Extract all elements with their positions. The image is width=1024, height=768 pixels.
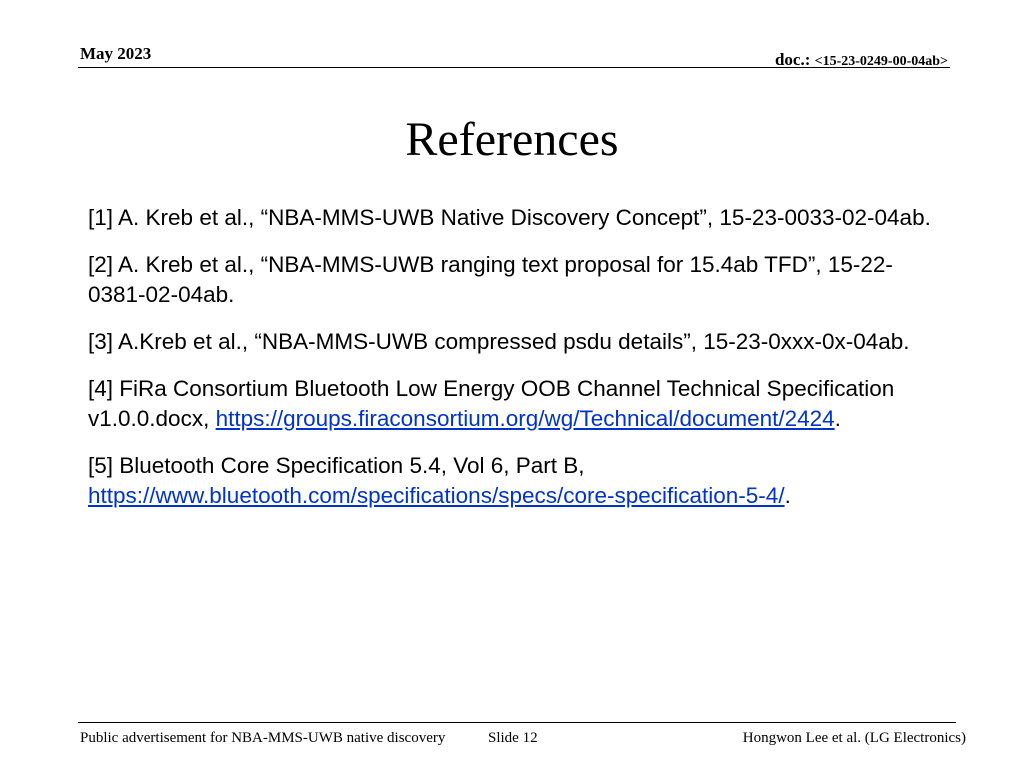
slide-title: References [405, 113, 619, 166]
reference-link-suffix: . [784, 483, 791, 508]
reference-item-2 [88, 250, 938, 310]
reference-text: [4] FiRa Consortium Bluetooth Low Energy OOB Channel Technical Specification v1.0.0.docx, [88, 376, 895, 431]
slide-number: Slide 12 [488, 730, 538, 746]
reference-item-4 [88, 374, 938, 434]
reference-list [88, 203, 938, 528]
header-divider [78, 67, 950, 68]
footer-description: Public advertisement for NBA-MMS-UWB native discovery [80, 730, 446, 746]
footer-author: Hongwon Lee et al. (LG Electronics) [742, 730, 966, 746]
reference-item-5 [88, 451, 938, 511]
footer-divider [78, 722, 956, 723]
reference-item-1 [88, 203, 938, 233]
reference-item-3 [88, 327, 938, 357]
reference-link[interactable]: https://www.bluetooth.com/specifications/specs/core-specification-5-4/ [88, 483, 785, 508]
header-date: May 2023 [80, 44, 152, 63]
doc-number: <15-23-0249-00-04ab> [814, 54, 948, 69]
doc-label: doc.: [774, 50, 815, 69]
reference-link-suffix: . [834, 406, 841, 431]
reference-text: [3] A.Kreb et al., “NBA-MMS-UWB compressed psdu details”, 15-23-0xxx-0x-04ab. [88, 329, 910, 354]
reference-text: [1] A. Kreb et al., “NBA-MMS-UWB Native Discovery Concept”, 15-23-0033-02-04ab. [88, 205, 931, 230]
reference-link[interactable]: https://groups.firaconsortium.org/wg/Technical/document/2424 [215, 406, 835, 431]
reference-text: [2] A. Kreb et al., “NBA-MMS-UWB ranging text proposal for 15.4ab TFD”, 15-22-0381-02-04ab. [88, 252, 893, 307]
reference-text: [5] Bluetooth Core Specification 5.4, Vol 6, Part B, [88, 453, 585, 478]
